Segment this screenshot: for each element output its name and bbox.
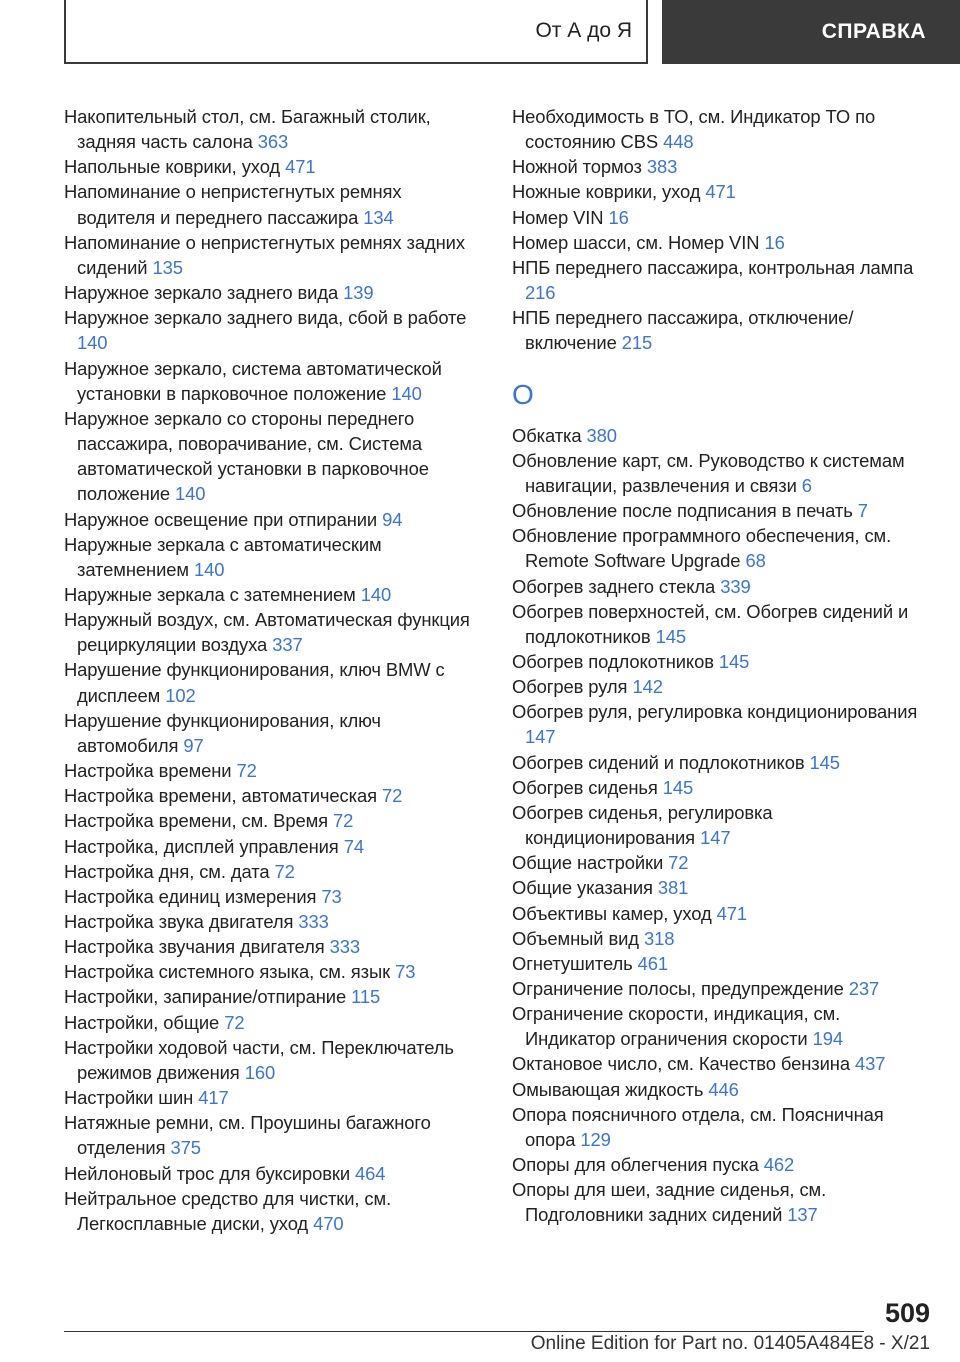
index-entry-page-link[interactable]: 134: [363, 206, 394, 228]
index-entry: [512, 901, 932, 926]
index-entry: [64, 305, 484, 355]
index-entry: [64, 859, 484, 884]
index-entry-page-link[interactable]: 471: [285, 156, 316, 178]
index-entry: [64, 657, 484, 707]
index-entry-text: Обогрев руля: [512, 676, 628, 698]
index-entry-text: НПБ переднего пассажира, отключение/включение: [512, 307, 854, 354]
index-entry-text: Нарушение функционирования, ключ автомобиля: [64, 709, 381, 756]
index-entry-page-link[interactable]: 462: [763, 1154, 795, 1176]
index-entry-page-link[interactable]: 446: [708, 1078, 739, 1100]
index-entry-page-link[interactable]: 72: [236, 760, 257, 782]
index-entry: [512, 926, 932, 951]
index-entry: [512, 649, 932, 674]
index-entry-text: Общие настройки: [512, 852, 664, 874]
header-section-tab: [64, 0, 648, 64]
index-entry-page-link[interactable]: 448: [663, 131, 694, 153]
index-entry: [512, 951, 932, 976]
index-entry: [64, 934, 484, 959]
index-entry-page-link[interactable]: 216: [525, 282, 556, 304]
index-entry: [512, 104, 932, 154]
index-entry: [512, 1152, 932, 1177]
index-entry-page-link[interactable]: 115: [351, 986, 381, 1008]
index-entry-text: Настройки ходовой части, см. Переключатель режимов движения: [64, 1036, 454, 1083]
index-entry: [64, 984, 484, 1009]
index-entry-page-link[interactable]: 97: [183, 734, 204, 756]
index-entry-page-link[interactable]: 333: [329, 936, 360, 958]
index-entry-text: Огнетушитель: [512, 952, 633, 974]
index-entry-page-link[interactable]: 194: [812, 1028, 843, 1050]
index-entry-page-link[interactable]: 145: [655, 625, 686, 647]
index-entry-text: Ограничение скорости, индикация, см. Индикатор ограничения скорости: [512, 1003, 841, 1050]
index-entry: [512, 154, 932, 179]
index-entry: [512, 875, 932, 900]
index-entry: [64, 154, 484, 179]
index-entry-text: Необходимость в ТО, см. Индикатор ТО по состоянию CBS: [512, 106, 876, 153]
header-section-label: От А до Я: [535, 19, 632, 42]
index-entry: [512, 255, 932, 305]
index-entry: [512, 305, 932, 355]
index-entry: [512, 699, 932, 749]
index-entry: [512, 800, 932, 850]
index-entry-text: Настройка единиц измерения: [64, 885, 317, 907]
index-entry-page-link[interactable]: 380: [586, 424, 617, 446]
index-entry-text: Настройка дня, см. дата: [64, 860, 270, 882]
index-entry-text: Настройки шин: [64, 1087, 194, 1109]
index-entry-page-link[interactable]: 363: [257, 131, 289, 153]
index-entry-text: Натяжные ремни, см. Проушины багажного отделения: [64, 1112, 431, 1159]
index-entry: [64, 406, 484, 507]
index-entry: [64, 179, 484, 229]
index-entry-text: Наружное зеркало заднего вида: [64, 282, 339, 304]
index-entry-page-link[interactable]: 417: [198, 1087, 229, 1109]
index-entry-text: Наружные зеркала с автоматическим затемнением: [64, 533, 382, 580]
index-entry-page-link[interactable]: 337: [272, 634, 303, 656]
index-entry: [512, 179, 932, 204]
index-entry-text: Накопительный стол, см. Багажный столик, задняя часть салона: [64, 106, 431, 153]
index-entry: [512, 1051, 932, 1076]
index-entry: [64, 783, 484, 808]
header-tab-label: СПРАВКА: [821, 20, 926, 43]
index-entry: [64, 758, 484, 783]
index-entry-text: Ножные коврики, уход: [512, 181, 701, 203]
index-entry-text: Нарушение функционирования, ключ BMW с дисплеем: [64, 659, 445, 706]
index-entry: [64, 582, 484, 607]
footer-edition-text: Online Edition for Part no. 01405A484E8 - X/21: [530, 1333, 930, 1354]
index-entry-page-link[interactable]: 381: [657, 877, 689, 899]
index-entry-text: Опоры для облегчения пуска: [512, 1154, 759, 1176]
index-entry: [64, 104, 484, 154]
index-entry: [512, 976, 932, 1001]
index-entry-text: Настройка времени: [64, 760, 232, 782]
index-entry-page-link[interactable]: 94: [382, 508, 403, 530]
index-entry-text: Наружное зеркало заднего вида, сбой в работе: [64, 307, 467, 329]
index-entry: [64, 1010, 484, 1035]
index-entry-text: Наружное освещение при отпирании: [64, 508, 378, 530]
index-entry: [64, 808, 484, 833]
index-entry: [64, 1110, 484, 1160]
index-entry-text: Обогрев сиденья: [512, 776, 658, 798]
page-number: 509: [884, 1298, 930, 1328]
index-entry-text: Обновление карт, см. Руководство к системам навигации, развлечения и связи: [512, 449, 905, 496]
section-letter-heading: O: [512, 378, 534, 410]
index-entry: [64, 280, 484, 305]
index-entry-page-link[interactable]: 72: [274, 860, 295, 882]
index-entry: [512, 230, 932, 255]
index-entry: [64, 507, 484, 532]
index-entry-text: Наружное зеркало, система автоматической установки в парковочное положение: [64, 357, 442, 404]
index-entry-text: Общие указания: [512, 877, 653, 899]
index-entry: [512, 850, 932, 875]
index-entry-text: Настройки, запирание/отпирание: [64, 986, 347, 1008]
index-entry-text: Нейлоновый трос для буксировки: [64, 1162, 351, 1184]
index-entry-text: Напоминание о непристегнутых ремнях водителя и переднего пассажира: [64, 181, 402, 228]
index-entry: [64, 1186, 484, 1236]
index-entry-page-link[interactable]: 73: [321, 885, 342, 907]
index-entry-page-link[interactable]: 6: [801, 474, 812, 496]
index-entry-text: Обновление программного обеспечения, см. Remote Software Upgrade: [512, 525, 892, 572]
index-entry-text: Ножной тормоз: [512, 156, 642, 178]
index-entry-text: Номер шасси, см. Номер VIN: [512, 231, 760, 253]
index-entry: [64, 834, 484, 859]
index-entry-page-link[interactable]: 471: [705, 181, 736, 203]
index-entry-page-link[interactable]: 68: [745, 550, 766, 572]
index-entry-page-link[interactable]: 137: [787, 1204, 818, 1226]
index-entry-text: Настройки, общие: [64, 1011, 220, 1033]
index-entry-text: Напольные коврики, уход: [64, 156, 281, 178]
index-entry-page-link[interactable]: 16: [764, 231, 785, 253]
index-entry-text: Настройка звучания двигателя: [64, 936, 325, 958]
index-entry-text: Ограничение полосы, предупреждение: [512, 978, 844, 999]
index-entry-text: Обогрев руля, регулировка кондиционирования: [512, 701, 918, 723]
index-entry: [512, 574, 932, 599]
index-entry: [64, 532, 484, 582]
footer-divider: [64, 1331, 864, 1332]
index-entry-page-link[interactable]: 7: [857, 500, 868, 522]
index-entry-page-link[interactable]: 318: [643, 927, 675, 949]
index-entry-page-link[interactable]: 339: [720, 575, 751, 597]
index-entry-page-link[interactable]: 471: [716, 902, 748, 924]
index-entry: [64, 607, 484, 657]
index-entry-page-link[interactable]: 470: [313, 1212, 344, 1234]
index-entry-page-link[interactable]: 140: [77, 332, 108, 354]
index-entry: [64, 1035, 484, 1085]
index-entry: [512, 775, 932, 800]
index-entry-text: Наружные зеркала с затемнением: [64, 583, 356, 605]
index-entry-page-link[interactable]: 145: [718, 650, 750, 672]
index-entry-text: Настройка системного языка, см. язык: [64, 961, 391, 983]
index-entry-text: Наружное зеркало со стороны переднего пассажира, поворачивание, см. Система автоматической установки в парковочное положение: [64, 407, 429, 505]
index-entry-text: Обогрев поверхностей, см. Обогрев сидений и подлокотников: [512, 600, 909, 647]
header-active-tab: [662, 0, 960, 64]
index-column-right: [512, 104, 932, 1228]
index-entry-page-link[interactable]: 16: [608, 206, 629, 228]
index-entry: [512, 1001, 932, 1051]
index-entry-page-link[interactable]: 215: [621, 332, 653, 354]
index-entry-page-link[interactable]: 129: [580, 1128, 611, 1150]
index-entry-page-link[interactable]: 72: [224, 1011, 245, 1033]
index-entry-page-link[interactable]: 140: [391, 382, 422, 404]
index-entry: [64, 1085, 484, 1110]
index-entry-page-link[interactable]: 73: [395, 961, 416, 983]
index-entry: [64, 230, 484, 280]
index-entry-page-link[interactable]: 135: [152, 256, 183, 278]
index-entry-page-link[interactable]: 140: [193, 558, 225, 580]
index-entry: [512, 423, 932, 448]
index-entry: [512, 750, 932, 775]
index-entry-text: Обогрев заднего стекла: [512, 575, 716, 597]
index-entry-text: Нейтральное средство для чистки, см. Легкосплавные диски, уход: [64, 1187, 392, 1234]
index-entry-page-link[interactable]: 464: [355, 1162, 386, 1184]
index-entry: [64, 1161, 484, 1186]
index-entry: [64, 909, 484, 934]
index-entry-page-link[interactable]: 145: [809, 751, 840, 773]
index-entry-text: Обновление после подписания в печать: [512, 500, 853, 522]
index-entry-page-link[interactable]: 140: [360, 583, 392, 605]
index-entry-text: НПБ переднего пассажира, контрольная лампа: [512, 256, 914, 278]
index-entry: [512, 1102, 932, 1152]
index-entry: [512, 1177, 932, 1227]
index-entry-page-link[interactable]: 383: [646, 156, 678, 178]
index-entry-text: Опора поясничного отдела, см. Поясничная опора: [512, 1103, 884, 1150]
index-entry-page-link[interactable]: 237: [848, 978, 880, 999]
index-entry-page-link[interactable]: 72: [381, 785, 403, 807]
index-entry-page-link[interactable]: 147: [700, 827, 731, 849]
index-entry-page-link[interactable]: 72: [333, 810, 354, 832]
index-entry-page-link[interactable]: 74: [343, 835, 364, 857]
index-entry: [512, 205, 932, 230]
index-entry-text: Номер VIN: [512, 206, 604, 228]
index-entry: [512, 599, 932, 649]
index-entry-page-link[interactable]: 375: [170, 1137, 201, 1159]
index-entry-text: Напоминание о непристегнутых ремнях задних сидений: [64, 231, 465, 278]
index-entry: [64, 959, 484, 984]
index-entry-page-link[interactable]: 147: [525, 726, 556, 748]
index-entry-text: Обогрев подлокотников: [512, 650, 714, 672]
index-entry-text: Настройка звука двигателя: [64, 911, 294, 932]
index-entry-text: Объемный вид: [512, 927, 639, 949]
index-entry-page-link[interactable]: 145: [662, 776, 694, 798]
index-entry-page-link[interactable]: 437: [855, 1053, 886, 1075]
index-entry: [512, 448, 932, 498]
index-entry: [512, 523, 932, 573]
index-entry-page-link[interactable]: 72: [668, 852, 689, 874]
index-column-left: [64, 104, 484, 1236]
index-group-n: [512, 104, 932, 356]
index-entry-text: Настройка времени, см. Время: [64, 810, 328, 832]
index-entry-text: Обогрев сиденья, регулировка кондиционирования: [512, 801, 773, 849]
index-group-o: [512, 423, 932, 1228]
index-entry: [512, 498, 932, 523]
index-entry-text: Опоры для шеи, задние сиденья, см. Подголовники задних сидений: [512, 1179, 827, 1226]
index-entry-page-link[interactable]: 139: [343, 282, 374, 304]
index-entry-text: Объективы камер, уход: [512, 902, 712, 924]
index-entry: [512, 674, 932, 699]
index-entry-text: Настройка времени, автоматическая: [64, 785, 377, 807]
index-entry-text: Омывающая жидкость: [512, 1078, 704, 1100]
index-entry-page-link[interactable]: 142: [632, 676, 663, 698]
index-entry-page-link[interactable]: 140: [175, 483, 206, 505]
index-entry: [64, 356, 484, 406]
index-entry-page-link[interactable]: 333: [298, 911, 329, 932]
index-entry: [512, 1077, 932, 1102]
index-entry-text: Обогрев сидений и подлокотников: [512, 751, 805, 773]
index-entry: [64, 884, 484, 909]
index-entry-page-link[interactable]: 102: [165, 684, 196, 706]
index-entry-text: Обкатка: [512, 424, 582, 446]
index-entry: [64, 708, 484, 758]
index-entry-text: Настройка, дисплей управления: [64, 835, 339, 857]
index-entry-text: Наружный воздух, см. Автоматическая функция рециркуляции воздуха: [64, 609, 470, 656]
index-entry-page-link[interactable]: 160: [244, 1061, 276, 1083]
index-entry-page-link[interactable]: 461: [637, 952, 668, 974]
index-entry-text: Октановое число, см. Качество бензина: [512, 1053, 850, 1075]
